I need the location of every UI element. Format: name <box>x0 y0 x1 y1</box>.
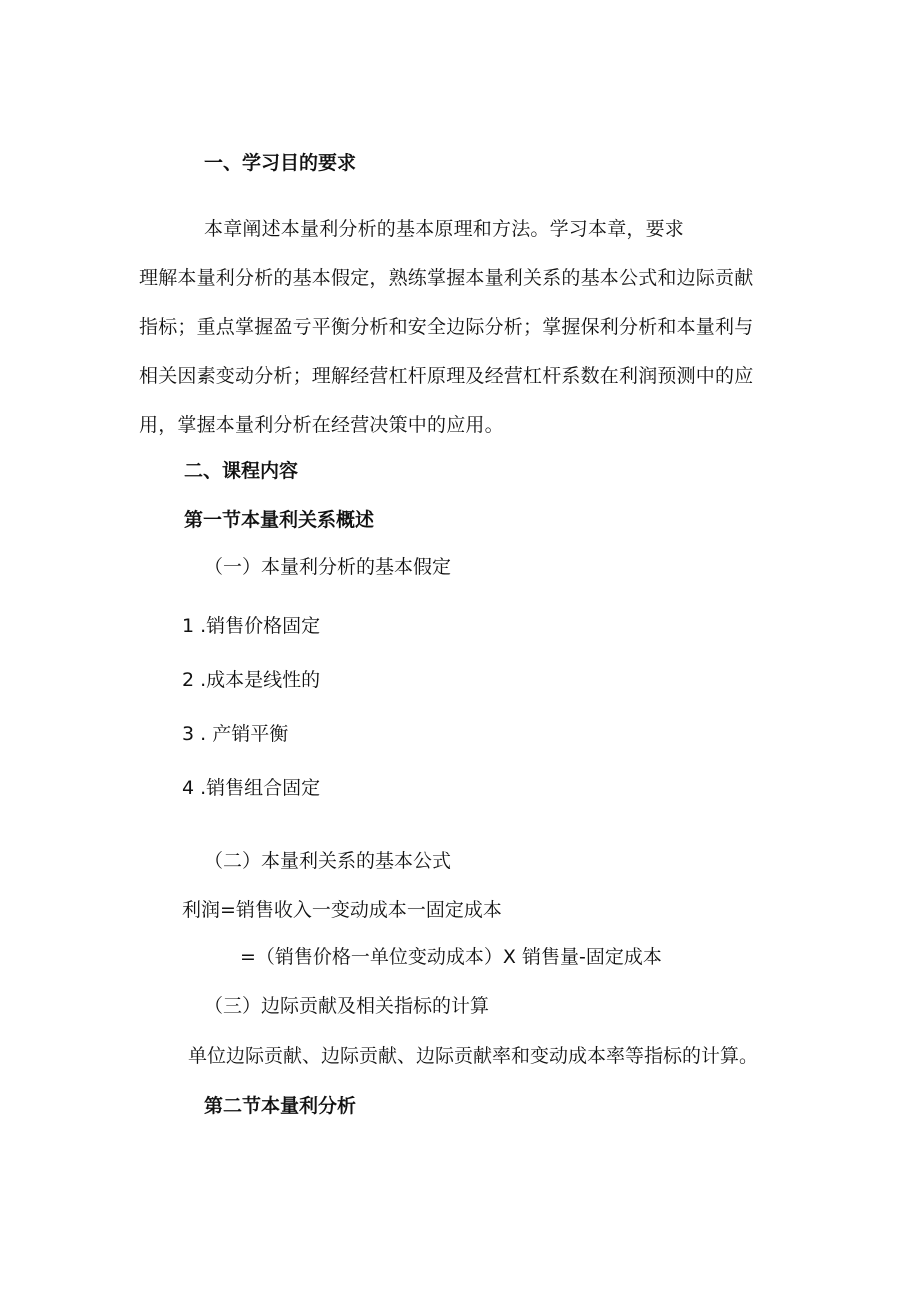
formula-line-2: =（销售价格一单位变动成本）X 销售量-固定成本 <box>240 946 662 968</box>
paragraph-line-5: 用，掌握本量利分析在经营决策中的应用。 <box>139 414 504 436</box>
paragraph-line-3: 指标；重点掌握盈亏平衡分析和安全边际分析；掌握保利分析和本量利与 <box>139 316 754 338</box>
paragraph-line-1: 本章阐述本量利分析的基本原理和方法。学习本章，要求 <box>204 218 685 240</box>
paragraph-line-2: 理解本量利分析的基本假定，熟练掌握本量利关系的基本公式和边际贡献 <box>139 267 754 289</box>
subsection-title-assumptions: （一）本量利分析的基本假定 <box>204 556 452 578</box>
subsection-title-formula: （二）本量利关系的基本公式 <box>204 850 452 872</box>
list-item: 2 .成本是线性的 <box>182 669 321 691</box>
subsection-title-contribution: （三）边际贡献及相关指标的计算 <box>204 995 490 1017</box>
list-item: 3 . 产销平衡 <box>182 723 289 745</box>
contribution-description: 单位边际贡献、边际贡献、边际贡献率和变动成本率等指标的计算。 <box>188 1045 759 1067</box>
list-item: 1 .销售价格固定 <box>182 615 321 637</box>
section-heading-learning-goals: 一、学习目的要求 <box>204 152 357 174</box>
chapter-title-2: 第二节本量利分析 <box>204 1095 357 1117</box>
list-item: 4 .销售组合固定 <box>182 777 321 799</box>
section-heading-course-content: 二、课程内容 <box>184 460 299 482</box>
chapter-title-1: 第一节本量利关系概述 <box>184 509 375 531</box>
formula-line-1: 利润=销售收入一变动成本一固定成本 <box>182 899 502 921</box>
paragraph-line-4: 相关因素变动分析；理解经营杠杆原理及经营杠杆系数在利润预测中的应 <box>139 365 754 387</box>
